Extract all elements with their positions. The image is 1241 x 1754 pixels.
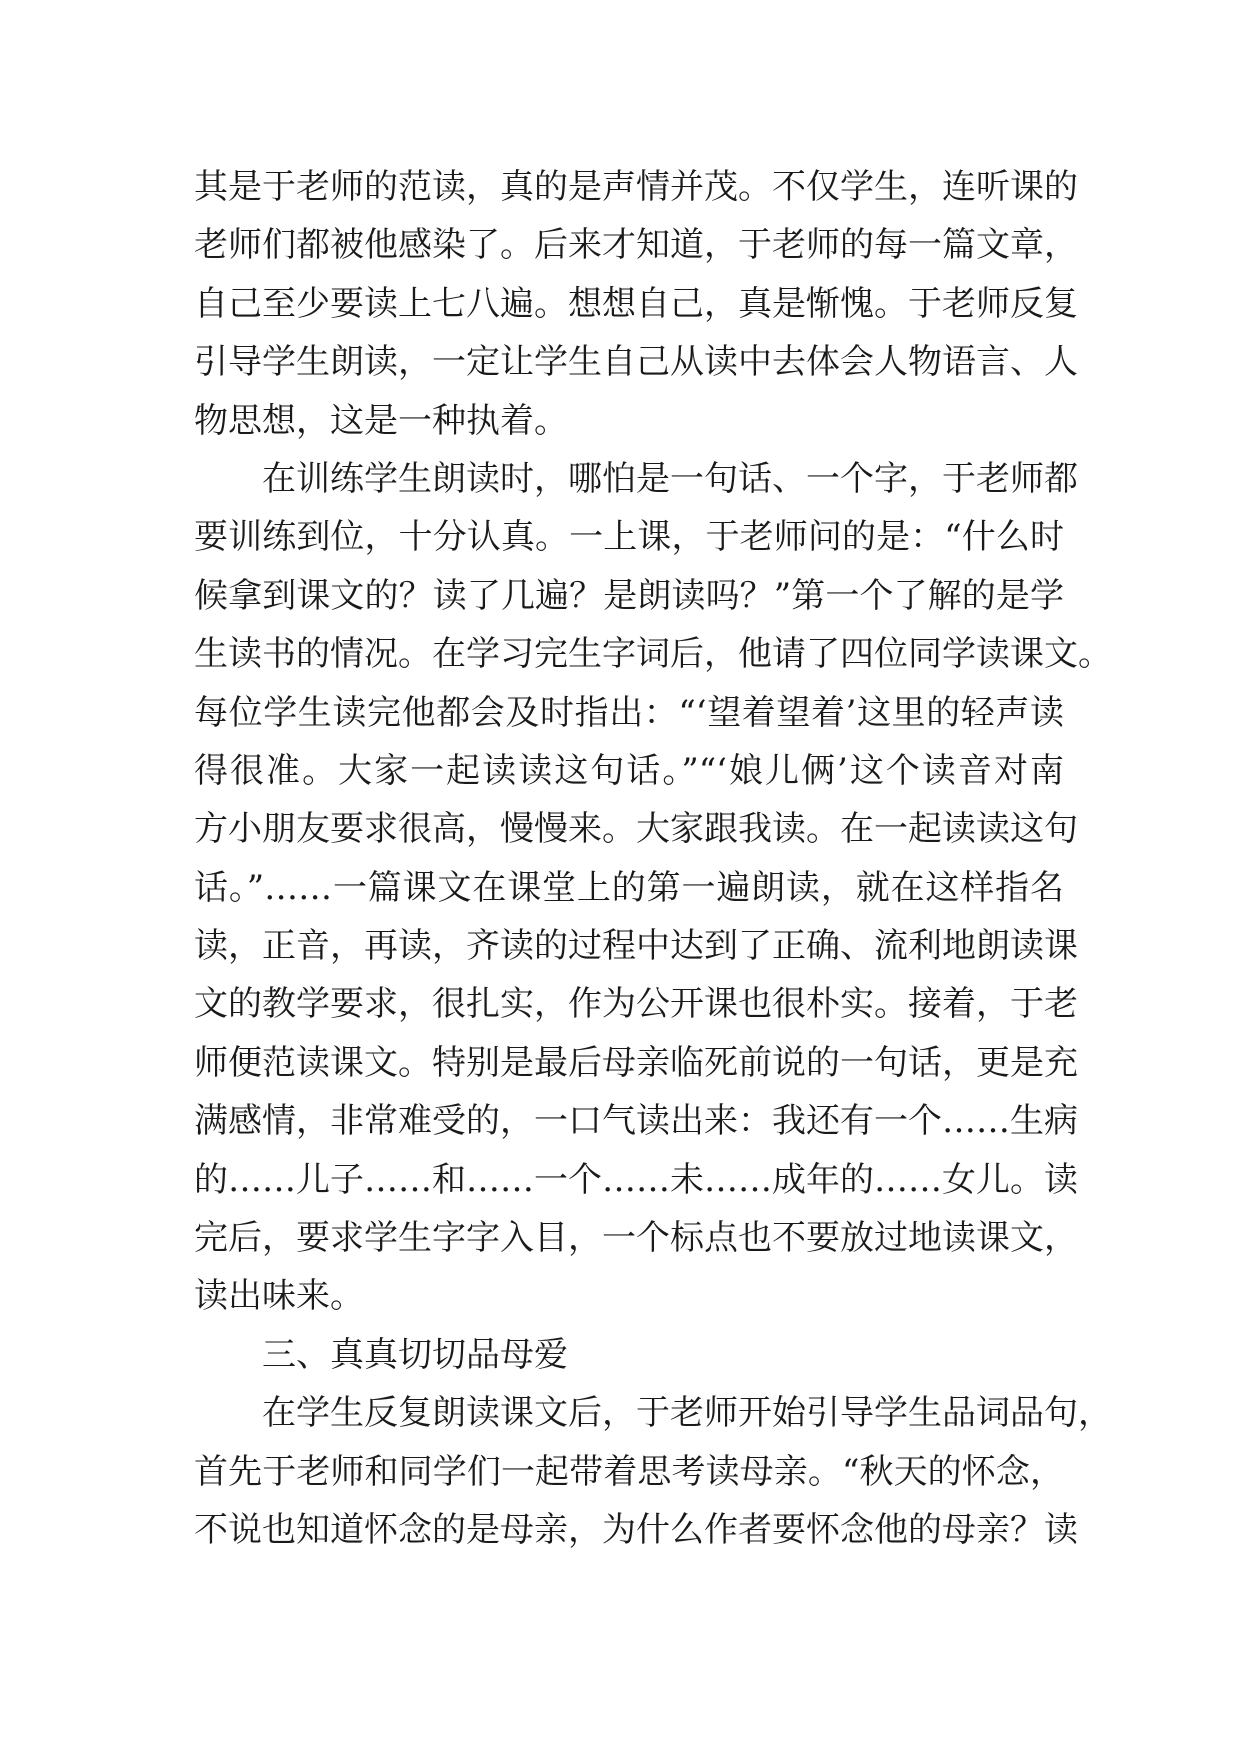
text-line: 的……儿子……和……一个……未……成年的……女儿。读 [194,1159,1078,1200]
text-line: 完后，要求学生字字入目，一个标点也不要放过地读课文， [194,1218,1078,1259]
text-line: 在学生反复朗读课文后，于老师开始引导学生品词品句， [262,1393,1112,1434]
text-line: 话。”……一篇课文在课堂上的第一遍朗读，就在这样指名 [194,867,1064,908]
text-line: 要训练到位，十分认真。一上课，于老师问的是：“什么时 [194,517,1064,558]
text-line: 引导学生朗读，一定让学生自己从读中去体会人物语言、人 [194,342,1078,383]
text-line: 物思想，这是一种执着。 [194,400,568,441]
text-line: 不说也知道怀念的是母亲，为什么作者要怀念他的母亲？读 [194,1509,1078,1550]
text-line: 得很准。大家一起读读这句话。”“‘娘儿俩’这个读音对南 [194,750,1064,791]
text-line: 师便范读课文。特别是最后母亲临死前说的一句话，更是充 [194,1042,1078,1083]
text-line: 每位学生读完他都会及时指出：“‘望着望着’这里的轻声读 [194,692,1064,733]
text-line: 文的教学要求，很扎实，作为公开课也很朴实。接着，于老 [194,984,1078,1025]
text-line: 生读书的情况。在学习完生字词后，他请了四位同学读课文。 [194,634,1112,675]
text-line: 三、真真切切品母爱 [262,1334,568,1375]
text-line: 老师们都被他感染了。后来才知道，于老师的每一篇文章， [194,225,1078,266]
text-line: 方小朋友要求很高，慢慢来。大家跟我读。在一起读读这句 [194,809,1078,850]
text-line: 满感情，非常难受的，一口气读出来：我还有一个……生病 [194,1101,1078,1142]
text-line: 首先于老师和同学们一起带着思考读母亲。“秋天的怀念， [194,1451,1064,1492]
text-line: 自己至少要读上七八遍。想想自己，真是惭愧。于老师反复 [194,283,1078,324]
text-line: 候拿到课文的？读了几遍？是朗读吗？”第一个了解的是学 [194,575,1064,616]
text-line: 读，正音，再读，齐读的过程中达到了正确、流利地朗读课 [194,926,1078,967]
document-body [194,158,1112,1559]
text-line: 其是于老师的范读，真的是声情并茂。不仅学生，连听课的 [194,167,1078,207]
text-line: 在训练学生朗读时，哪怕是一句话、一个字，于老师都 [262,458,1078,499]
text-line: 读出味来。 [194,1276,364,1317]
